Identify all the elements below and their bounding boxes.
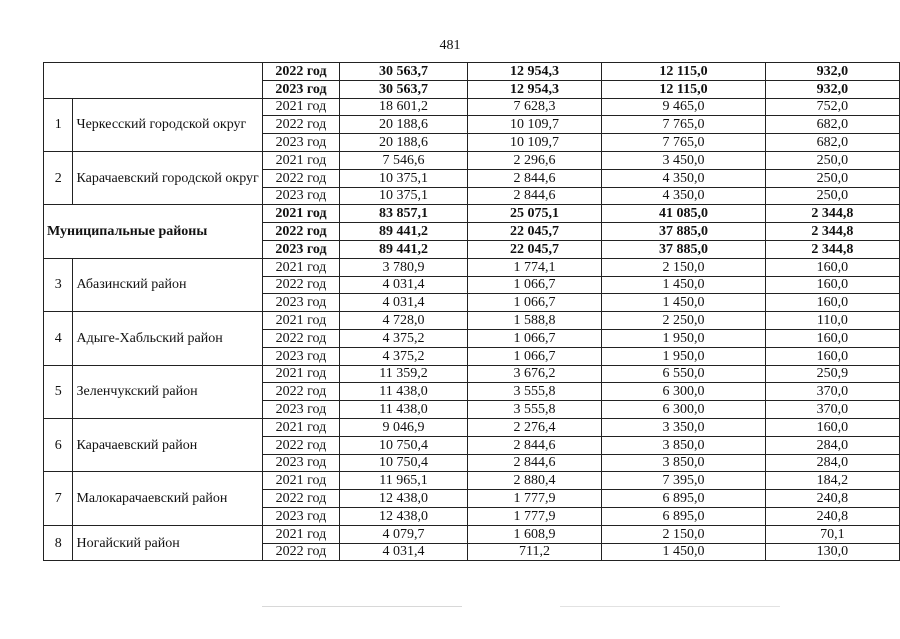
year-cell: 2022 год: [262, 116, 339, 134]
value-cell: 160,0: [765, 258, 899, 276]
value-cell: 25 075,1: [467, 205, 601, 223]
value-cell: 2 844,6: [467, 169, 601, 187]
value-cell: 752,0: [765, 98, 899, 116]
value-cell: 4 031,4: [340, 276, 468, 294]
value-cell: 2 250,0: [602, 312, 765, 330]
value-cell: 7 546,6: [340, 151, 468, 169]
value-cell: 160,0: [765, 418, 899, 436]
value-cell: 89 441,2: [340, 223, 468, 241]
year-cell: 2023 год: [262, 507, 339, 525]
year-cell: 2022 год: [262, 490, 339, 508]
value-cell: 932,0: [765, 80, 899, 98]
value-cell: 3 850,0: [602, 454, 765, 472]
group-label-cell: Муниципальные районы: [44, 205, 263, 258]
value-cell: 10 109,7: [467, 116, 601, 134]
value-cell: 9 046,9: [340, 418, 468, 436]
value-cell: 37 885,0: [602, 240, 765, 258]
table-row: [44, 525, 900, 543]
value-cell: 2 276,4: [467, 418, 601, 436]
value-cell: 682,0: [765, 116, 899, 134]
year-cell: 2022 год: [262, 543, 339, 561]
entity-number-cell: 4: [44, 312, 73, 365]
year-cell: 2023 год: [262, 401, 339, 419]
value-cell: 2 344,8: [765, 205, 899, 223]
value-cell: 11 359,2: [340, 365, 468, 383]
value-cell: 20 188,6: [340, 116, 468, 134]
value-cell: 4 728,0: [340, 312, 468, 330]
entity-number-cell: 7: [44, 472, 73, 525]
value-cell: 70,1: [765, 525, 899, 543]
value-cell: 2 844,6: [467, 454, 601, 472]
table-row: [44, 365, 900, 383]
value-cell: 7 628,3: [467, 98, 601, 116]
entity-name-cell: Малокарачаевский район: [73, 472, 262, 525]
value-cell: 2 344,8: [765, 240, 899, 258]
value-cell: 2 344,8: [765, 223, 899, 241]
value-cell: 9 465,0: [602, 98, 765, 116]
value-cell: 12 115,0: [602, 63, 765, 81]
year-cell: 2023 год: [262, 240, 339, 258]
value-cell: 184,2: [765, 472, 899, 490]
value-cell: 2 880,4: [467, 472, 601, 490]
table-row: [44, 151, 900, 169]
value-cell: 130,0: [765, 543, 899, 561]
year-cell: 2023 год: [262, 134, 339, 152]
value-cell: 6 895,0: [602, 490, 765, 508]
value-cell: 250,0: [765, 151, 899, 169]
value-cell: 22 045,7: [467, 223, 601, 241]
value-cell: 89 441,2: [340, 240, 468, 258]
value-cell: 370,0: [765, 401, 899, 419]
year-cell: 2022 год: [262, 383, 339, 401]
value-cell: 3 350,0: [602, 418, 765, 436]
value-cell: 10 375,1: [340, 187, 468, 205]
year-cell: 2021 год: [262, 151, 339, 169]
blank-header-cell: [44, 63, 263, 99]
value-cell: 4 375,2: [340, 329, 468, 347]
value-cell: 110,0: [765, 312, 899, 330]
value-cell: 1 608,9: [467, 525, 601, 543]
table-row: [44, 312, 900, 330]
value-cell: 6 550,0: [602, 365, 765, 383]
value-cell: 10 750,4: [340, 454, 468, 472]
entity-number-cell: 1: [44, 98, 73, 151]
year-cell: 2021 год: [262, 312, 339, 330]
value-cell: 7 765,0: [602, 116, 765, 134]
entity-name-cell: Карачаевский городской округ: [73, 151, 262, 204]
budget-table-body: [44, 63, 900, 561]
entity-number-cell: 5: [44, 365, 73, 418]
table-row: [44, 63, 900, 81]
value-cell: 932,0: [765, 63, 899, 81]
value-cell: 160,0: [765, 294, 899, 312]
value-cell: 1 774,1: [467, 258, 601, 276]
value-cell: 1 950,0: [602, 329, 765, 347]
value-cell: 10 375,1: [340, 169, 468, 187]
value-cell: 11 965,1: [340, 472, 468, 490]
year-cell: 2021 год: [262, 258, 339, 276]
value-cell: 10 750,4: [340, 436, 468, 454]
value-cell: 3 676,2: [467, 365, 601, 383]
value-cell: 4 350,0: [602, 187, 765, 205]
entity-name-cell: Адыге-Хабльский район: [73, 312, 262, 365]
value-cell: 3 555,8: [467, 383, 601, 401]
value-cell: 1 066,7: [467, 276, 601, 294]
table-row: [44, 258, 900, 276]
table-row: [44, 472, 900, 490]
value-cell: 1 450,0: [602, 543, 765, 561]
value-cell: 83 857,1: [340, 205, 468, 223]
value-cell: 4 079,7: [340, 525, 468, 543]
entity-name-cell: Абазинский район: [73, 258, 262, 311]
value-cell: 2 296,6: [467, 151, 601, 169]
year-cell: 2022 год: [262, 169, 339, 187]
year-cell: 2021 год: [262, 98, 339, 116]
value-cell: 7 395,0: [602, 472, 765, 490]
entity-name-cell: Черкесский городской округ: [73, 98, 262, 151]
value-cell: 12 954,3: [467, 63, 601, 81]
table-row: [44, 418, 900, 436]
year-cell: 2022 год: [262, 223, 339, 241]
value-cell: 4 031,4: [340, 543, 468, 561]
year-cell: 2023 год: [262, 454, 339, 472]
year-cell: 2023 год: [262, 80, 339, 98]
value-cell: 3 780,9: [340, 258, 468, 276]
value-cell: 12 438,0: [340, 490, 468, 508]
year-cell: 2022 год: [262, 276, 339, 294]
value-cell: 3 850,0: [602, 436, 765, 454]
value-cell: 2 150,0: [602, 525, 765, 543]
scan-artifact-line: [262, 606, 462, 607]
year-cell: 2021 год: [262, 418, 339, 436]
entity-number-cell: 3: [44, 258, 73, 311]
value-cell: 4 350,0: [602, 169, 765, 187]
year-cell: 2021 год: [262, 205, 339, 223]
entity-number-cell: 6: [44, 418, 73, 471]
value-cell: 12 438,0: [340, 507, 468, 525]
value-cell: 1 066,7: [467, 347, 601, 365]
entity-name-cell: Зеленчукский район: [73, 365, 262, 418]
value-cell: 6 300,0: [602, 383, 765, 401]
entity-name-cell: Ногайский район: [73, 525, 262, 561]
year-cell: 2022 год: [262, 329, 339, 347]
value-cell: 18 601,2: [340, 98, 468, 116]
value-cell: 1 066,7: [467, 329, 601, 347]
value-cell: 284,0: [765, 454, 899, 472]
value-cell: 41 085,0: [602, 205, 765, 223]
value-cell: 20 188,6: [340, 134, 468, 152]
year-cell: 2023 год: [262, 347, 339, 365]
value-cell: 711,2: [467, 543, 601, 561]
value-cell: 160,0: [765, 329, 899, 347]
value-cell: 1 950,0: [602, 347, 765, 365]
value-cell: 284,0: [765, 436, 899, 454]
scan-artifact-line: [560, 606, 780, 607]
value-cell: 4 375,2: [340, 347, 468, 365]
year-cell: 2021 год: [262, 525, 339, 543]
value-cell: 250,0: [765, 187, 899, 205]
value-cell: 240,8: [765, 507, 899, 525]
table-row: [44, 205, 900, 223]
budget-table: [43, 62, 900, 561]
value-cell: 12 115,0: [602, 80, 765, 98]
value-cell: 30 563,7: [340, 63, 468, 81]
value-cell: 1 450,0: [602, 276, 765, 294]
value-cell: 4 031,4: [340, 294, 468, 312]
year-cell: 2023 год: [262, 294, 339, 312]
value-cell: 682,0: [765, 134, 899, 152]
year-cell: 2023 год: [262, 187, 339, 205]
value-cell: 2 150,0: [602, 258, 765, 276]
value-cell: 12 954,3: [467, 80, 601, 98]
table-row: [44, 98, 900, 116]
value-cell: 3 450,0: [602, 151, 765, 169]
value-cell: 1 777,9: [467, 507, 601, 525]
entity-name-cell: Карачаевский район: [73, 418, 262, 471]
value-cell: 1 777,9: [467, 490, 601, 508]
value-cell: 1 066,7: [467, 294, 601, 312]
value-cell: 160,0: [765, 276, 899, 294]
value-cell: 2 844,6: [467, 436, 601, 454]
year-cell: 2022 год: [262, 63, 339, 81]
value-cell: 250,9: [765, 365, 899, 383]
value-cell: 30 563,7: [340, 80, 468, 98]
entity-number-cell: 8: [44, 525, 73, 561]
year-cell: 2021 год: [262, 472, 339, 490]
entity-number-cell: 2: [44, 151, 73, 204]
value-cell: 1 450,0: [602, 294, 765, 312]
value-cell: 370,0: [765, 383, 899, 401]
value-cell: 6 895,0: [602, 507, 765, 525]
value-cell: 11 438,0: [340, 401, 468, 419]
value-cell: 3 555,8: [467, 401, 601, 419]
value-cell: 240,8: [765, 490, 899, 508]
value-cell: 6 300,0: [602, 401, 765, 419]
year-cell: 2021 год: [262, 365, 339, 383]
value-cell: 2 844,6: [467, 187, 601, 205]
value-cell: 1 588,8: [467, 312, 601, 330]
value-cell: 7 765,0: [602, 134, 765, 152]
value-cell: 37 885,0: [602, 223, 765, 241]
value-cell: 22 045,7: [467, 240, 601, 258]
value-cell: 250,0: [765, 169, 899, 187]
value-cell: 160,0: [765, 347, 899, 365]
value-cell: 11 438,0: [340, 383, 468, 401]
page-number: 481: [439, 38, 461, 53]
year-cell: 2022 год: [262, 436, 339, 454]
value-cell: 10 109,7: [467, 134, 601, 152]
